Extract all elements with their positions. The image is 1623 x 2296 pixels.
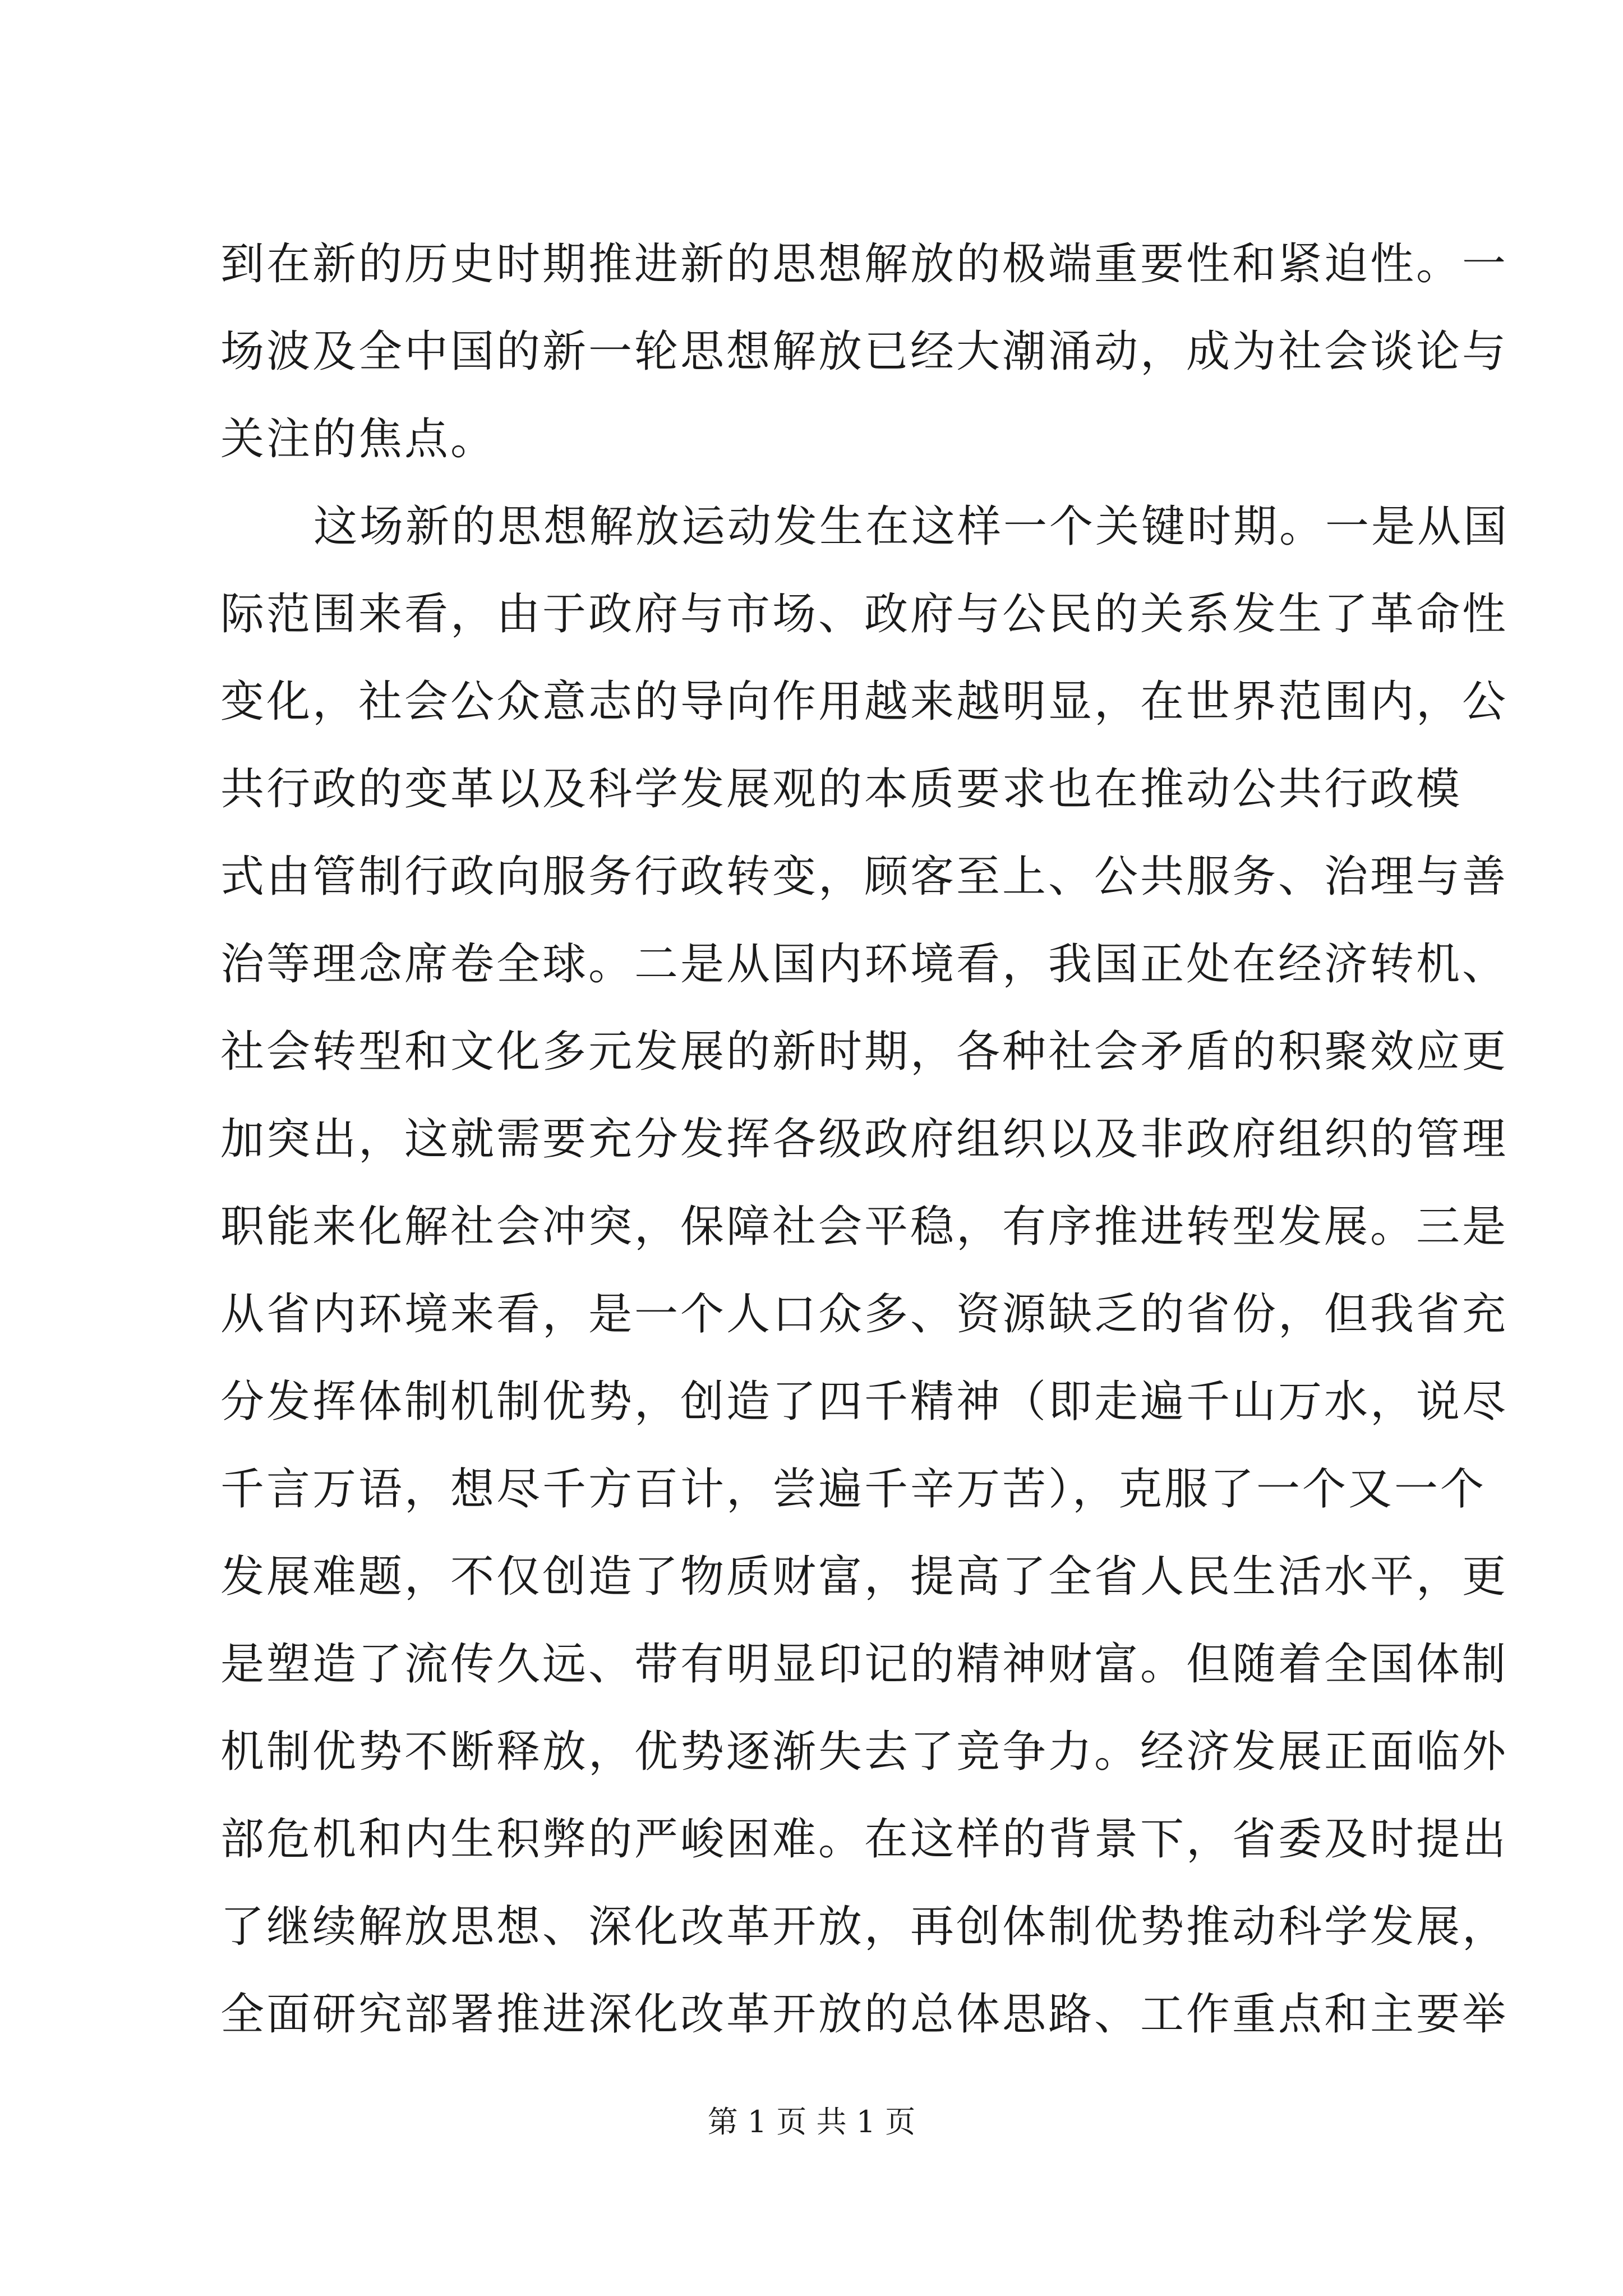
text-line: 千言万语，想尽千方百计，尝遍千辛万苦），克服了一个又一个 — [220, 1464, 1487, 1515]
text-line: 是塑造了流传久远、带有明显印记的精神财富。但随着全国体制 — [220, 1639, 1509, 1690]
page-number-footer: 第 1 页 共 1 页 — [707, 2104, 916, 2139]
text-line: 关注的焦点。 — [220, 414, 497, 464]
paragraph-first-line: 这场新的思想解放运动发生在这样一个关键时期。一是从国 — [313, 501, 1510, 552]
text-line: 治等理念席卷全球。二是从国内环境看，我国正处在经济转机、 — [220, 939, 1509, 990]
text-line: 际范围来看，由于政府与市场、政府与公民的关系发生了革命性 — [220, 589, 1509, 639]
text-line: 场波及全中国的新一轮思想解放已经大潮涌动，成为社会谈论与 — [220, 326, 1509, 377]
text-line: 机制优势不断释放，优势逐渐失去了竞争力。经济发展正面临外 — [220, 1727, 1509, 1777]
text-line: 职能来化解社会冲突，保障社会平稳，有序推进转型发展。三是 — [220, 1202, 1509, 1252]
text-line: 社会转型和文化多元发展的新时期，各种社会矛盾的积聚效应更 — [220, 1027, 1509, 1077]
text-line: 发展难题，不仅创造了物质财富，提高了全省人民生活水平，更 — [220, 1552, 1509, 1602]
text-line: 分发挥体制机制优势，创造了四千精神（即走遍千山万水，说尽 — [220, 1377, 1509, 1427]
text-line: 变化，社会公众意志的导向作用越来越明显，在世界范围内，公 — [220, 677, 1509, 727]
text-line: 从省内环境来看，是一个人口众多、资源缺乏的省份，但我省充 — [220, 1289, 1509, 1340]
text-line: 了继续解放思想、深化改革开放，再创体制优势推动科学发展， — [220, 1902, 1509, 1952]
text-line: 到在新的历史时期推进新的思想解放的极端重要性和紧迫性。一 — [220, 239, 1509, 289]
body-text — [220, 220, 1510, 2058]
text-line: 全面研究部署推进深化改革开放的总体思路、工作重点和主要举 — [220, 1989, 1509, 2040]
text-line: 部危机和内生积弊的严峻困难。在这样的背景下，省委及时提出 — [220, 1814, 1509, 1865]
text-line: 共行政的变革以及科学发展观的本质要求也在推动公共行政模 — [220, 764, 1463, 815]
text-line: 加突出，这就需要充分发挥各级政府组织以及非政府组织的管理 — [220, 1114, 1509, 1165]
text-line: 式由管制行政向服务行政转变，顾客至上、公共服务、治理与善 — [220, 852, 1509, 902]
